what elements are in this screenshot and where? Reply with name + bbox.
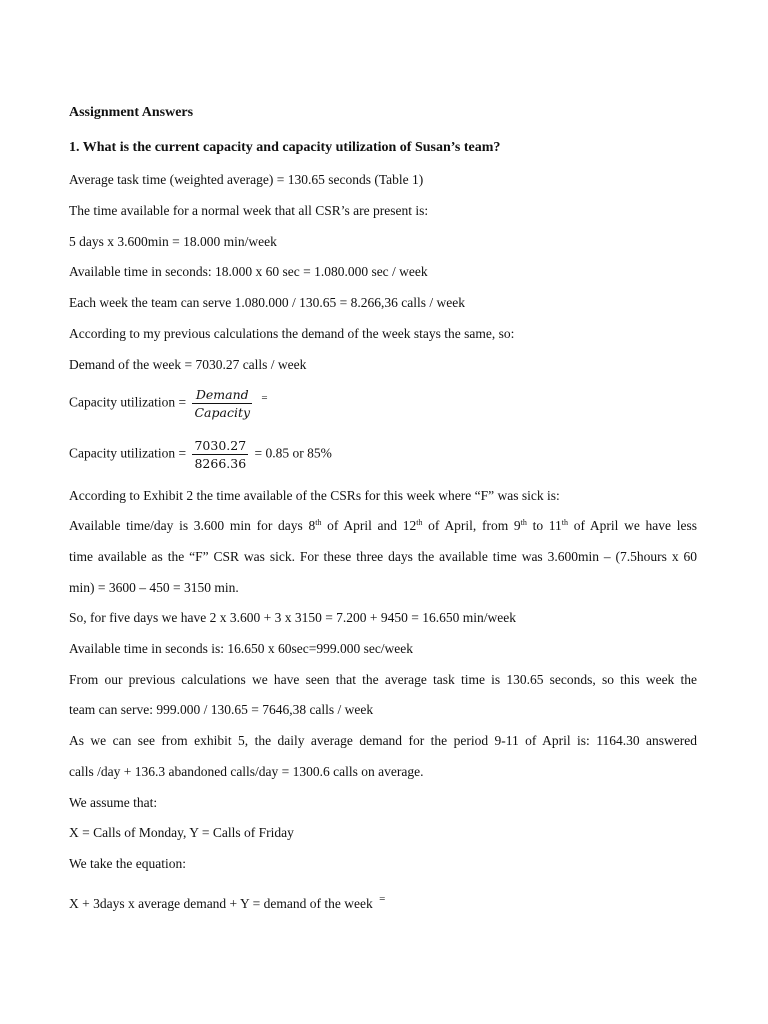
cu2-denominator: 8266.36 [194,456,247,471]
five-days-total-line: So, for five days we have 2 x 3.600 + 3 x 3150 = 7.200 + 9450 = 16.650 min/week [69,610,517,625]
cu2-fraction [192,437,248,472]
exhibit2-line: According to Exhibit 2 the time available of the CSRs for this week where “F” was sick is: [69,488,560,503]
exhibit5-line-1: As we can see from exhibit 5, the daily average demand for the period 9-11 of April is: 1164.30 answered [69,733,697,748]
capacity-utilization-formula [69,386,697,421]
final-equation-line [69,890,697,913]
available-day-line-2: time available as the “F” CSR was sick. For these three days the available time was 3.600min – (7.5hours x 60 [69,549,697,564]
previous-calc2-line-1: From our previous calculations we have seen that the average task time is 130.65 seconds, so this week the [69,672,697,687]
previous-calc-line: According to my previous calculations the demand of the week stays the same, so: [69,326,515,341]
heading: Assignment Answers [69,105,194,120]
question-title: 1. What is the current capacity and capacity utilization of Susan’s team? [69,140,501,155]
cu1-fraction [192,386,252,421]
exhibit5-line-2: calls /day + 136.3 abandoned calls/day = 1300.6 calls on average. [69,764,424,779]
cu2-suffix: = 0.85 or 85% [254,445,332,461]
demand-line: Demand of the week = 7030.27 calls / week [69,357,307,372]
cu2-numerator: 7030.27 [194,438,247,453]
seconds-total-line: Available time in seconds is: 16.650 x 60sec=999.000 sec/week [69,641,414,656]
seconds-line: Available time in seconds: 18.000 x 60 sec = 1.080.000 sec / week [69,264,428,279]
five-days-line: 5 days x 3.600min = 18.000 min/week [69,234,277,249]
cu1-suffix: = [261,391,268,404]
xy-definition-line: X = Calls of Monday, Y = Calls of Friday [69,825,294,840]
cu1-numerator: Demand [192,386,252,404]
available-day-line-3: min) = 3600 – 450 = 3150 min. [69,580,239,595]
capacity-utilization-value [69,437,697,472]
assume-line: We assume that: [69,795,158,810]
final-equation-text: X + 3days x average demand + Y = demand of the week [69,896,373,911]
avg-task-line: Average task time (weighted average) = 130.65 seconds (Table 1) [69,172,424,187]
cu1-label: Capacity utilization = [69,394,187,410]
equation-intro-line: We take the equation: [69,856,186,871]
serve-line: Each week the team can serve 1.080.000 / 130.65 = 8.266,36 calls / week [69,295,465,310]
final-equation-suffix: = [379,893,386,905]
time-available-line: The time available for a normal week that all CSR’s are present is: [69,203,429,218]
available-day-line-1: Available time/day is 3.600 min for days 8th of April and 12th of April, from 9th to 11th of April we have less [69,518,697,533]
cu1-denominator: Capacity [194,405,251,420]
previous-calc2-line-2: team can serve: 999.000 / 130.65 = 7646,38 calls / week [69,702,374,717]
cu2-label: Capacity utilization = [69,445,187,461]
